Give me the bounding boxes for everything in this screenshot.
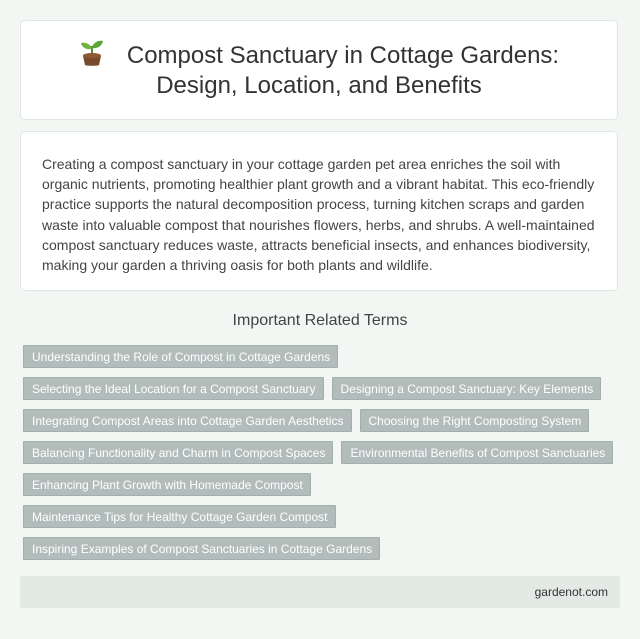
related-term-tag[interactable]: Understanding the Role of Compost in Cottage Gardens xyxy=(23,345,338,368)
term-row xyxy=(23,345,623,377)
term-row xyxy=(23,473,623,505)
term-row xyxy=(23,377,623,409)
intro-card xyxy=(20,131,618,291)
related-term-tag[interactable]: Inspiring Examples of Compost Sanctuaries in Cottage Gardens xyxy=(23,537,380,560)
related-term-tag[interactable]: Enhancing Plant Growth with Homemade Compost xyxy=(23,473,311,496)
related-term-tag[interactable]: Integrating Compost Areas into Cottage Garden Aesthetics xyxy=(23,409,352,432)
related-term-tag[interactable]: Selecting the Ideal Location for a Compost Sanctuary xyxy=(23,377,324,400)
footer xyxy=(20,576,620,608)
related-term-tag[interactable]: Choosing the Right Composting System xyxy=(360,409,590,432)
intro-text: Creating a compost sanctuary in your cottage garden pet area enriches the soil with organic nutrients, promoting healthier plant growth and a vibrant habitat. This eco-friendly practice supports the natural decomposition process, turning kitchen scraps and garden waste into valuable compost that nourishes flowers, herbs, and shrubs. A well-maintained compost sanctuary reduces waste, attracts beneficial insects, and enhances biodiversity, making your garden a thriving oasis for both plants and wildlife. xyxy=(42,156,595,274)
related-term-tag[interactable]: Environmental Benefits of Compost Sanctuaries xyxy=(341,441,613,464)
page-title xyxy=(79,39,559,101)
related-term-tag[interactable]: Maintenance Tips for Healthy Cottage Garden Compost xyxy=(23,505,336,528)
footer-site-link[interactable]: gardenot.com xyxy=(534,585,608,599)
header-card xyxy=(20,20,618,120)
term-row xyxy=(23,505,623,537)
term-row xyxy=(23,409,623,441)
title-line-2: Design, Location, and Benefits xyxy=(156,72,482,99)
related-terms-heading: Important Related Terms xyxy=(232,312,408,329)
related-terms-list xyxy=(23,345,623,569)
title-wrap xyxy=(21,39,617,101)
term-row xyxy=(23,441,623,473)
related-term-tag[interactable]: Designing a Compost Sanctuary: Key Elements xyxy=(332,377,602,400)
related-term-tag[interactable]: Balancing Functionality and Charm in Compost Spaces xyxy=(23,441,333,464)
title-line-1: Compost Sanctuary in Cottage Gardens: xyxy=(126,42,560,69)
term-row xyxy=(23,537,623,569)
seedling-icon xyxy=(79,39,105,67)
